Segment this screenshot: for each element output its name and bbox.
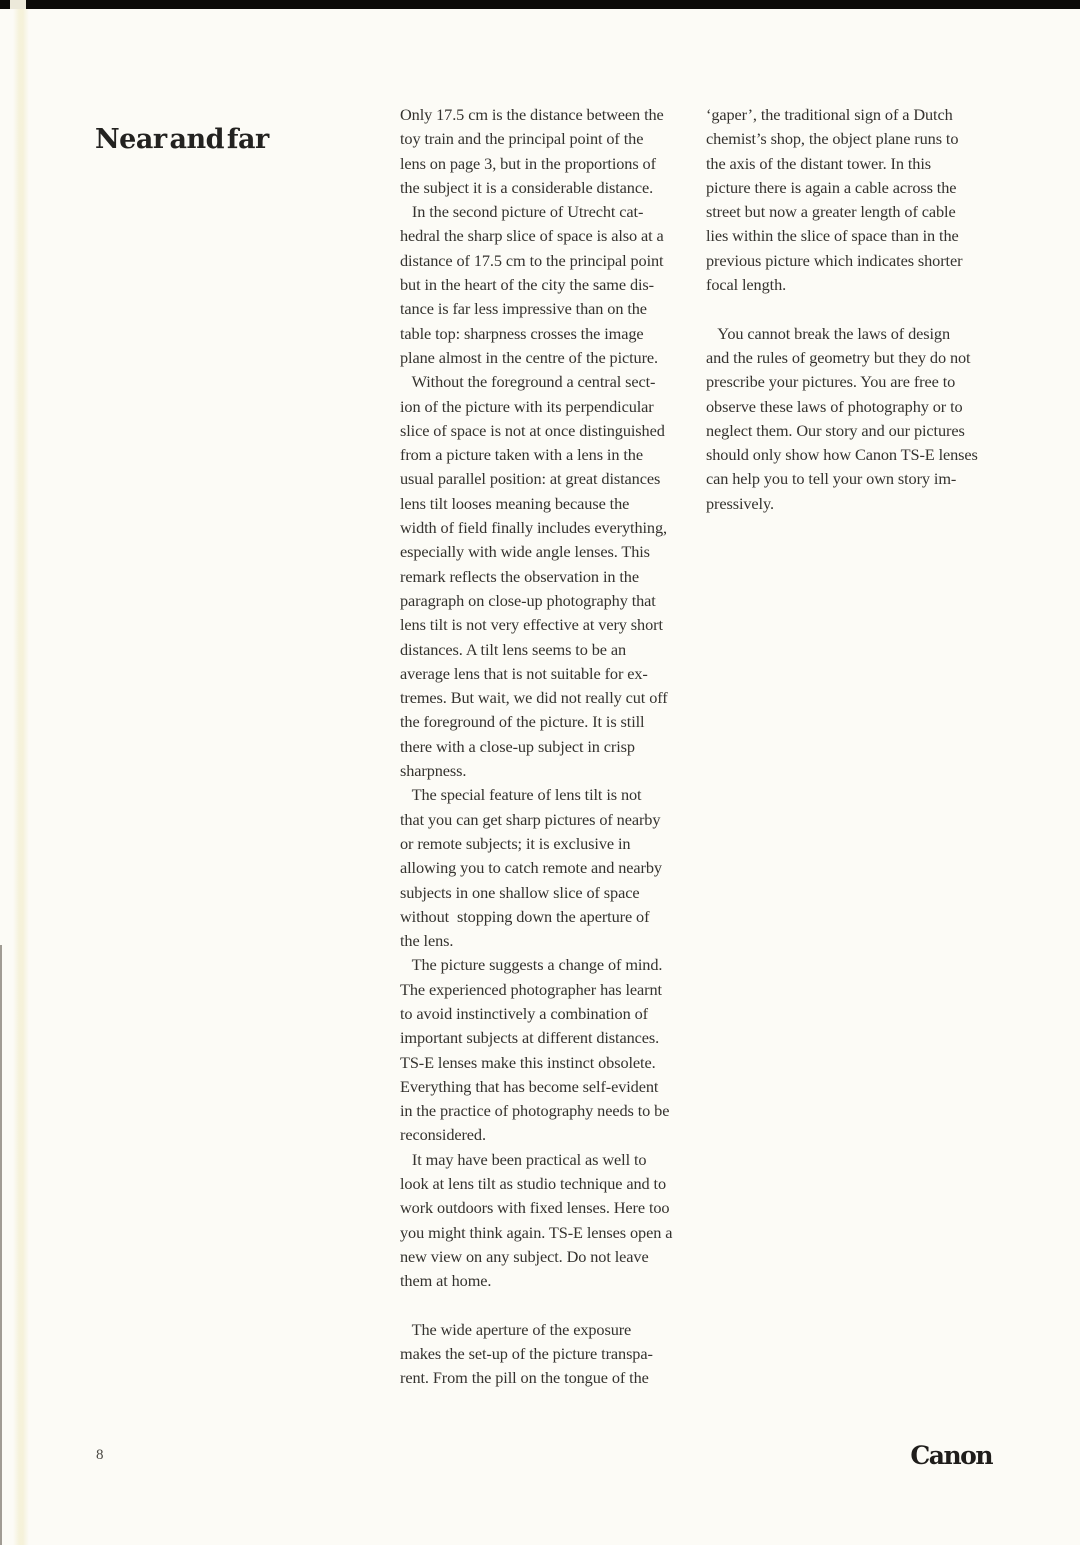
text-line: new view on any subject. Do not leave bbox=[400, 1246, 649, 1266]
text-line: makes the set-up of the picture transpa- bbox=[400, 1344, 653, 1364]
text-line: ‘gaper’, the traditional sign of a Dutch bbox=[706, 105, 953, 124]
text-line: slice of space is not at once distinguished bbox=[400, 420, 665, 440]
text-line: the axis of the distant tower. In this bbox=[706, 153, 932, 173]
text-line bbox=[400, 1294, 700, 1318]
text-line: Everything that has become self-evident bbox=[400, 1076, 659, 1096]
canon-logo: Canon bbox=[910, 1441, 992, 1470]
text-line: important subjects at different distances. bbox=[400, 1028, 660, 1048]
text-line: there with a close-up subject in crisp bbox=[400, 736, 635, 756]
text-line: lens on page 3, but in the proportions of bbox=[400, 153, 656, 173]
text-line: that you can get sharp pictures of nearby bbox=[400, 809, 661, 829]
text-line: You cannot break the laws of design bbox=[706, 323, 950, 343]
text-line: pressively. bbox=[706, 493, 774, 513]
text-line: remark reflects the observation in the bbox=[400, 566, 639, 586]
text-line: lens tilt looses meaning because the bbox=[400, 493, 630, 513]
text-line: the lens. bbox=[400, 931, 454, 951]
text-line: TS-E lenses make this instinct obsolete. bbox=[400, 1052, 656, 1072]
text-line: toy train and the principal point of the bbox=[400, 129, 644, 149]
text-line: prescribe your pictures. You are free to bbox=[706, 372, 956, 392]
text-line bbox=[706, 297, 1006, 321]
text-line: reconsidered. bbox=[400, 1125, 486, 1145]
text-line: distance of 17.5 cm to the principal point bbox=[400, 250, 664, 270]
text-line: or remote subjects; it is exclusive in bbox=[400, 833, 631, 853]
text-line: especially with wide angle lenses. This bbox=[400, 542, 650, 562]
text-line: the foreground of the picture. It is still bbox=[400, 712, 645, 732]
text-line: look at lens tilt as studio technique and to bbox=[400, 1174, 667, 1194]
text-line: table top: sharpness crosses the image bbox=[400, 323, 644, 343]
text-line: allowing you to catch remote and nearby bbox=[400, 858, 662, 878]
text-line: sharpness. bbox=[400, 761, 467, 781]
text-line: The picture suggests a change of mind. bbox=[400, 955, 663, 975]
text-line: It may have been practical as well to bbox=[400, 1149, 647, 1169]
text-line: the subject it is a considerable distance. bbox=[400, 177, 654, 197]
text-line: The wide aperture of the exposure bbox=[400, 1319, 632, 1339]
text-line: neglect them. Our story and our pictures bbox=[706, 420, 965, 440]
page-gutter-shadow bbox=[13, 9, 29, 1545]
text-line: previous picture which indicates shorter bbox=[706, 250, 963, 270]
text-line: lens tilt is not very effective at very short bbox=[400, 615, 663, 635]
text-line: distances. A tilt lens seems to be an bbox=[400, 639, 627, 659]
text-line: them at home. bbox=[400, 1271, 492, 1291]
page-number: 8 bbox=[96, 1447, 104, 1463]
page-left-edge bbox=[0, 945, 2, 1545]
page-top-edge-notch bbox=[10, 0, 26, 9]
text-line: chemist’s shop, the object plane runs to bbox=[706, 129, 959, 149]
text-line: width of field finally includes everything, bbox=[400, 518, 667, 538]
text-line: Without the foreground a central sect- bbox=[400, 372, 656, 392]
text-line: usual parallel position: at great distances bbox=[400, 469, 661, 489]
text-line: observe these laws of photography or to bbox=[706, 396, 963, 416]
text-line: tance is far less impressive than on the bbox=[400, 299, 647, 319]
text-line: should only show how Canon TS-E lenses bbox=[706, 445, 978, 465]
text-line: ion of the picture with its perpendicular bbox=[400, 396, 654, 416]
text-line: you might think again. TS-E lenses open a bbox=[400, 1222, 673, 1242]
text-line: plane almost in the centre of the picture. bbox=[400, 347, 659, 367]
text-line: Only 17.5 cm is the distance between the bbox=[400, 105, 664, 124]
text-line: and the rules of geometry but they do not bbox=[706, 347, 971, 367]
text-line: In the second picture of Utrecht cat- bbox=[400, 202, 644, 222]
text-line: hedral the sharp slice of space is also at a bbox=[400, 226, 664, 246]
text-line: without stopping down the aperture of bbox=[400, 906, 650, 926]
text-line: can help you to tell your own story im- bbox=[706, 469, 957, 489]
text-line: to avoid instinctively a combination of bbox=[400, 1003, 648, 1023]
text-line: tremes. But wait, we did not really cut off bbox=[400, 688, 668, 708]
text-line: paragraph on close-up photography that bbox=[400, 590, 656, 610]
text-line: rent. From the pill on the tongue of the bbox=[400, 1368, 649, 1388]
text-line: The experienced photographer has learnt bbox=[400, 979, 662, 999]
text-line: from a picture taken with a lens in the bbox=[400, 445, 643, 465]
page-top-edge bbox=[0, 0, 1080, 9]
text-column-right bbox=[706, 103, 1006, 516]
text-line: but in the heart of the city the same dis- bbox=[400, 275, 654, 295]
text-line: in the practice of photography needs to be bbox=[400, 1101, 670, 1121]
text-line: work outdoors with fixed lenses. Here too bbox=[400, 1198, 670, 1218]
text-line: average lens that is not suitable for ex- bbox=[400, 663, 648, 683]
text-line: street but now a greater length of cable bbox=[706, 202, 956, 222]
text-line: lies within the slice of space than in the bbox=[706, 226, 959, 246]
text-column-left bbox=[400, 103, 700, 1391]
text-line: picture there is again a cable across the bbox=[706, 177, 957, 197]
text-line: The special feature of lens tilt is not bbox=[400, 785, 642, 805]
text-line: focal length. bbox=[706, 275, 787, 295]
page-title: Near and far bbox=[95, 124, 269, 155]
text-line: subjects in one shallow slice of space bbox=[400, 882, 640, 902]
